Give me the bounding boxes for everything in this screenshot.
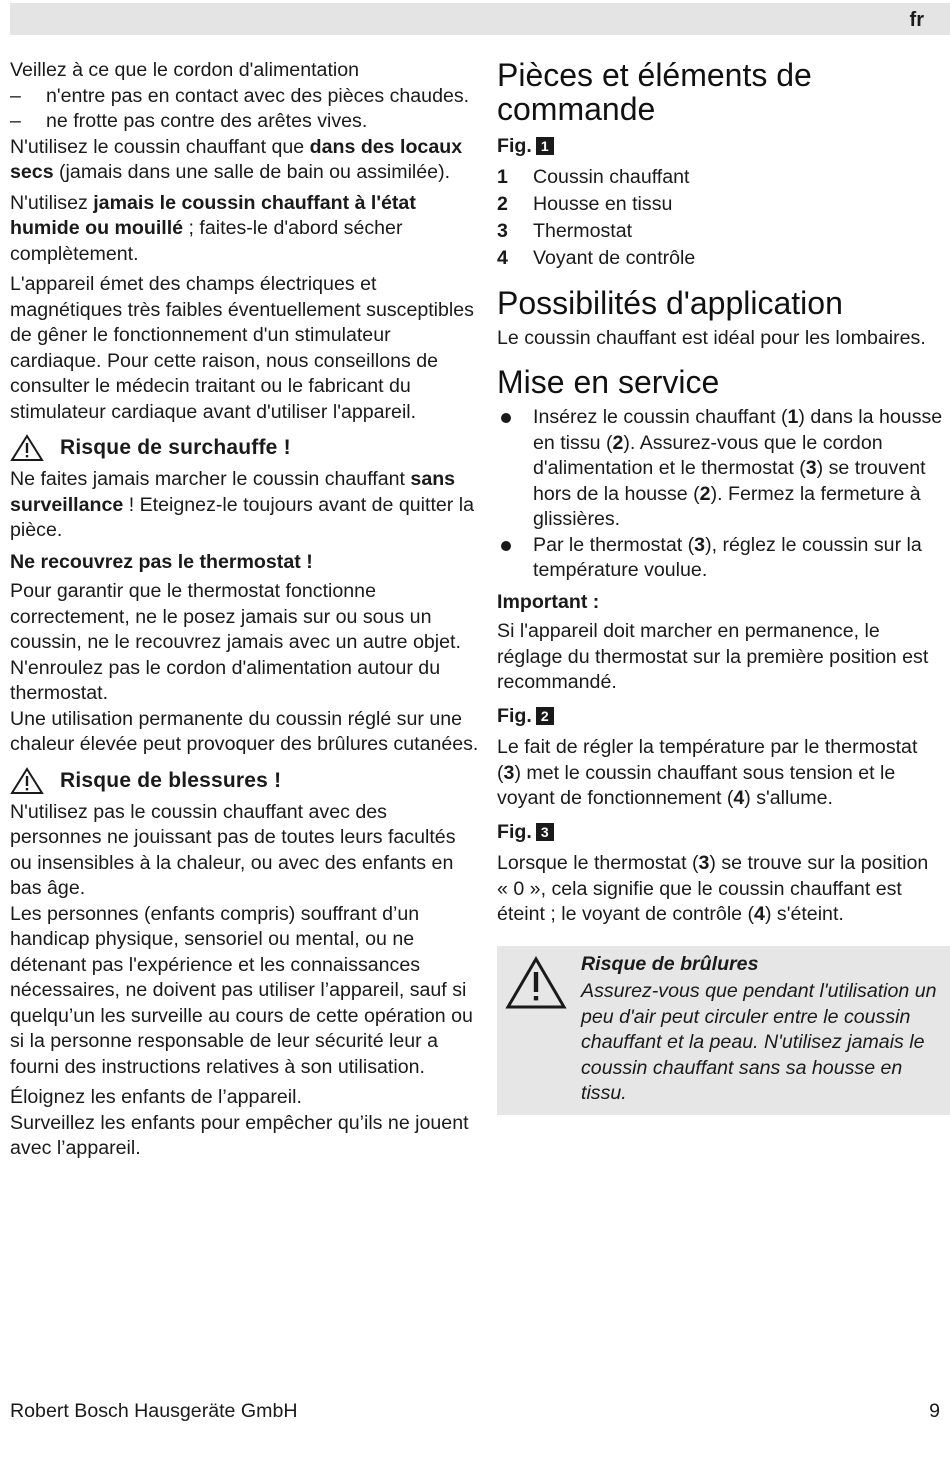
page-number: 9 (929, 1400, 940, 1422)
footer-company: Robert Bosch Hausgeräte GmbH (10, 1400, 298, 1422)
figure-number: 1 (536, 137, 554, 155)
list-item: Par le thermostat (3), réglez le coussin sur la température voulue. (497, 533, 943, 584)
disability-paragraph: Les personnes (enfants compris) souffrant d’un handicap physique, sensoriel ou mental, ou ne détenant pas l'expérience et les connaissances nécessaires, ne doivent pas utiliser l’appareil, sauf si quelqu’un les surveille au cours de cette opération ou si la personne responsable de leur sécurité leur a fourni des instructions relatives à son utilisation. (10, 902, 473, 1078)
wet-paragraph: N'utilisez jamais le coussin chauffant à l'état humide ou mouillé ; faites-le d'abord sécher complètement. (10, 191, 416, 265)
setup-heading: Mise en service (497, 364, 720, 400)
supervision-paragraph: Ne faites jamais marcher le coussin chauffant sans surveillance ! Eteignez-le toujours avant de quitter la pièce. (10, 468, 474, 541)
figure-3-text: Lorsque le thermostat (3) se trouve sur la position « 0 », cela signifie que le coussin chauffant est éteint ; le voyant de contrôle (4) s'éteint. (497, 852, 929, 925)
overheat-warning-title: Risque de surchauffe ! (60, 436, 291, 460)
figure-1-label: Fig. 1 (497, 134, 943, 160)
overheat-warning-heading (10, 433, 480, 463)
list-item: Insérez le coussin chauffant (1) dans la housse en tissu (2). Assurez-vous que le cordon d'alimentation et le thermostat (3) se trouvent hors de la housse (2). Fermez la fermeture à glissières. (497, 405, 943, 533)
warning-icon (10, 434, 44, 462)
figure-2-label: Fig. 2 (497, 704, 943, 730)
children-paragraph-1: Éloignez les enfants de l’appareil. (10, 1086, 302, 1108)
dry-rooms-paragraph: N'utilisez le coussin chauffant que dans des locaux secs (jamais dans une salle de bain ou assimilée). (10, 135, 463, 183)
children-paragraph-2: Surveillez les enfants pour empêcher qu’ils ne jouent avec l’appareil. (10, 1111, 469, 1159)
burn-paragraph: Une utilisation permanente du coussin réglé sur une chaleur élevée peut provoquer des brûlures cutanées. (10, 707, 479, 755)
list-item: 3 Thermostat (497, 219, 633, 242)
cord-intro: Veillez à ce que le cordon d'alimentation (10, 59, 360, 81)
pacemaker-paragraph: L'appareil émet des champs électriques et magnétiques très faibles éventuellement susceptibles de gêner le fonctionnement d'un stimulateur cardiaque. Pour cette raison, nous conseillons de consulter le médecin traitant ou le fabricant du stimulateur cardiaque avant d'utiliser l'appareil. (10, 273, 474, 423)
burn-warning-content (581, 952, 950, 1107)
list-item: 1 Coussin chauffant (497, 165, 690, 188)
left-column (10, 58, 480, 1162)
cord-rule-1: – n'entre pas en contact avec des pièces chaudes. (10, 84, 480, 110)
injury-warning-heading (10, 766, 480, 796)
injury-warning-title: Risque de blessures ! (60, 768, 282, 792)
burn-warning-title: Risque de brûlures (581, 952, 759, 975)
burn-warning-box (497, 946, 950, 1115)
application-text: Le coussin chauffant est idéal pour les lombaires. (497, 326, 926, 349)
list-item: 4 Voyant de contrôle (497, 246, 696, 269)
parts-list (497, 164, 943, 272)
language-code: fr (909, 9, 924, 31)
important-heading: Important : (497, 590, 600, 613)
parts-heading: Pièces et éléments de commande (497, 57, 812, 127)
header-bar (10, 3, 950, 35)
thermostat-paragraph: Pour garantir que le thermostat fonctionne correctement, ne le posez jamais sur ou sous un coussin, ne le recouvrez jamais avec un autre objet. N'enroulez pas le cordon d'alimentation autour du thermostat. (10, 580, 461, 704)
figure-3-label: Fig. 3 (497, 820, 943, 846)
important-text: Si l'appareil doit marcher en permanence, le réglage du thermostat sur la première position est recommandé. (497, 620, 929, 693)
figure-number: 2 (536, 707, 554, 725)
setup-list (497, 405, 943, 584)
thermostat-cover-heading: Ne recouvrez pas le thermostat ! (10, 550, 313, 573)
right-column (497, 58, 943, 1115)
application-heading: Possibilités d'application (497, 284, 843, 321)
persons-paragraph: N'utilisez pas le coussin chauffant avec des personnes ne jouissant pas de toutes leurs facultés ou insensibles à la chaleur, ou avec des enfants en bas âge. (10, 800, 456, 899)
burn-warning-text: Assurez-vous que pendant l'utilisation un peu d'air peut circuler entre le coussin chauffant et la peau. N'utilisez jamais le coussin chauffant sans sa housse en tissu. (581, 980, 937, 1104)
list-item: 2 Housse en tissu (497, 192, 673, 215)
warning-icon (505, 956, 567, 1010)
figure-2-text: Le fait de régler la température par le thermostat (3) met le coussin chauffant sous tension et le voyant de fonctionnement (4) s'allume. (497, 736, 918, 809)
cord-rule-2: – ne frotte pas contre des arêtes vives. (10, 109, 480, 135)
warning-icon (10, 767, 44, 795)
figure-number: 3 (536, 823, 554, 841)
